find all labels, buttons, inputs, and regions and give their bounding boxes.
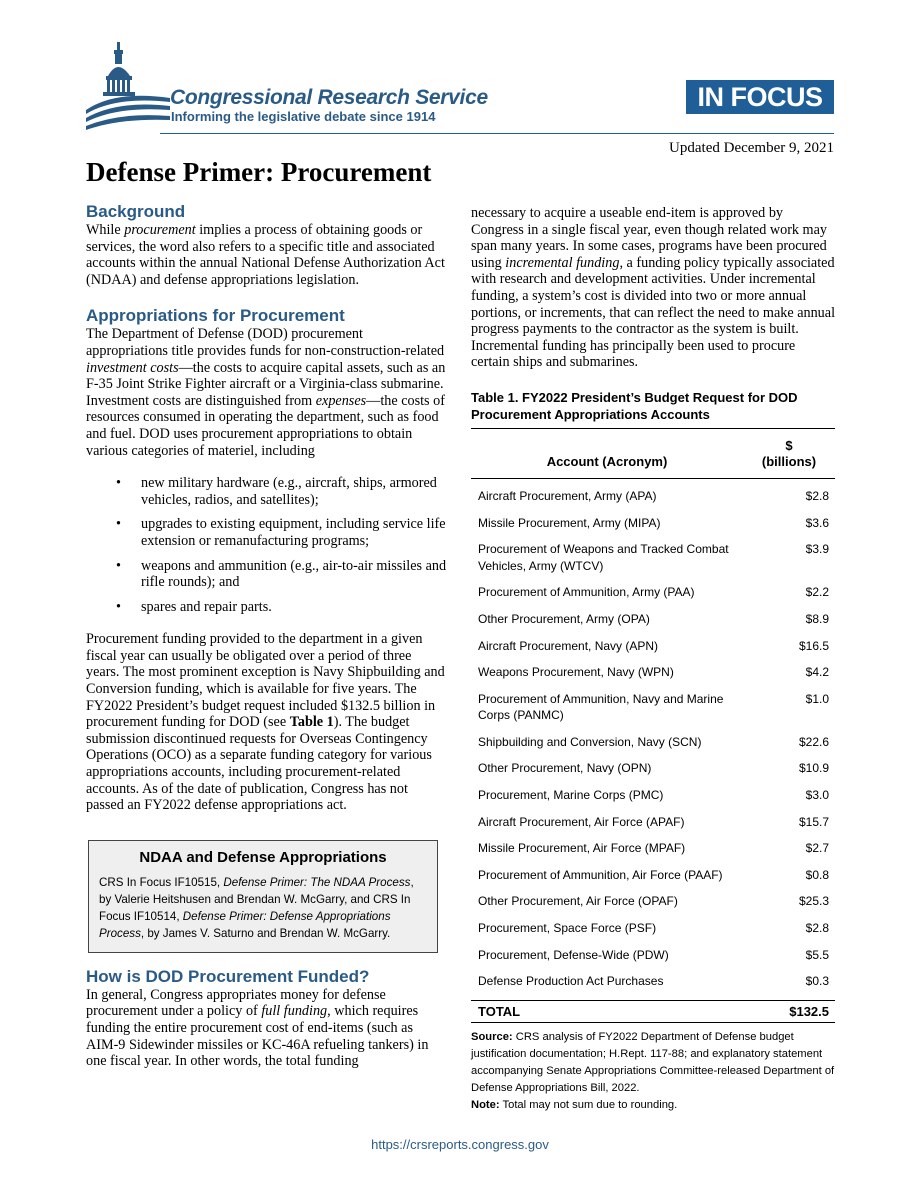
heading-background: Background <box>86 202 186 221</box>
value-cell: $4.2 <box>805 665 829 680</box>
sidebar-text: CRS In Focus IF10515, Defense Primer: The NDAA Process, by Valerie Heitshusen and Brendan W. McGarry, and CRS In Focus IF10514, Defense Primer: Defense Appropriations Process, by James V. Saturno and Brendan W. McGarry. <box>99 875 414 940</box>
table-row <box>471 664 835 691</box>
capitol-dome-logo-icon <box>86 40 172 130</box>
column-header-value: $ (billions) <box>743 428 835 478</box>
funded-paragraph: In general, Congress appropriates money for defense procurement under a policy of full funding, which requires funding the entire procurement cost of end-items (such as AIM-9 Sidewinder missiles or KC-46A refueling tankers) in one fiscal year. In other words, the total funding <box>86 986 429 1070</box>
value-cell: $8.9 <box>805 611 829 626</box>
org-name: Congressional Research Service <box>170 86 488 109</box>
value-cell: $16.5 <box>798 638 829 653</box>
heading-funded: How is DOD Procurement Funded? <box>86 966 370 986</box>
table-total-row <box>471 1000 835 1023</box>
org-tagline: Informing the legislative debate since 1914 <box>171 109 436 124</box>
account-cell: Aircraft Procurement, Air Force (APAF) <box>478 814 685 829</box>
left-column <box>86 202 448 1070</box>
bullet-icon: • <box>116 557 121 574</box>
value-cell: $10.9 <box>798 761 829 776</box>
table-row <box>471 611 835 638</box>
account-cell: Procurement of Ammunition, Navy and Marine Corps (PANMC) <box>478 691 724 723</box>
value-cell: $2.2 <box>805 585 829 600</box>
list-item: • weapons and ammunition (e.g., air-to-air missiles and rifle rounds); and <box>116 557 447 591</box>
table-row <box>471 867 835 894</box>
right-column <box>471 205 835 1114</box>
procurement-accounts-table <box>471 428 835 1023</box>
bullet-icon: • <box>116 598 121 615</box>
account-cell: Procurement of Weapons and Tracked Combat Vehicles, Army (WTCV) <box>478 542 729 573</box>
value-cell: $2.8 <box>805 921 829 936</box>
table-row <box>471 920 835 947</box>
account-cell: Weapons Procurement, Navy (WPN) <box>478 665 674 680</box>
table-row <box>471 947 835 974</box>
table-row <box>471 893 835 920</box>
value-cell: $22.6 <box>798 734 829 749</box>
table-source: Source: CRS analysis of FY2022 Department of Defense budget justification documentation; H.Rept. 117-88; and explanatory statement accompanying Senate Appropriations Committee-released Department of Defense Appropriations Bill, 2022. <box>471 1031 835 1095</box>
value-cell: $3.6 <box>805 515 829 530</box>
value-cell: $3.9 <box>805 542 829 557</box>
account-cell: Defense Production Act Purchases <box>478 974 664 989</box>
table-row <box>471 478 835 514</box>
table-caption: Table 1. FY2022 President’s Budget Request for DOD Procurement Appropriations Accounts <box>471 389 798 422</box>
table-row <box>471 638 835 665</box>
table-row <box>471 787 835 814</box>
list-item: • new military hardware (e.g., aircraft, ships, armored vehicles, radios, and satellites); <box>116 475 437 508</box>
account-cell: Procurement, Defense-Wide (PDW) <box>478 947 669 962</box>
account-cell: Shipbuilding and Conversion, Navy (SCN) <box>478 734 702 749</box>
related-reading-box <box>88 840 438 953</box>
bullet-icon: • <box>116 475 121 492</box>
value-cell: $2.7 <box>805 841 829 856</box>
page-title: Defense Primer: Procurement <box>86 157 432 187</box>
background-paragraph: While procurement implies a process of obtaining goods or services, the word also refers to a specific title and associated accounts within the annual National Defense Authorization Act (NDAA) and defense appropriations legislation. <box>86 222 445 288</box>
account-cell: Other Procurement, Air Force (OPAF) <box>478 894 678 909</box>
table-row <box>471 760 835 787</box>
table-row <box>471 584 835 611</box>
account-cell: Other Procurement, Navy (OPN) <box>478 761 652 776</box>
footer-link[interactable]: https://crsreports.congress.gov <box>371 1137 549 1152</box>
list-item: • upgrades to existing equipment, including service life extension or remanufacturing programs; <box>116 516 446 549</box>
heading-appropriations: Appropriations for Procurement <box>86 306 345 326</box>
header-divider <box>160 133 834 134</box>
account-cell: Procurement, Marine Corps (PMC) <box>478 788 664 803</box>
updated-date: Updated December 9, 2021 <box>669 140 834 156</box>
table-row <box>471 691 835 734</box>
value-cell: $25.3 <box>798 894 829 909</box>
table-row <box>471 515 835 542</box>
account-cell: Missile Procurement, Air Force (MPAF) <box>478 841 686 856</box>
list-item: • spares and repair parts. <box>116 598 272 615</box>
account-cell: Procurement of Ammunition, Army (PAA) <box>478 585 695 600</box>
table-row <box>471 814 835 841</box>
total-label: TOTAL <box>471 1000 743 1023</box>
value-cell: $1.0 <box>805 691 829 706</box>
total-value: $132.5 <box>743 1000 835 1023</box>
table-row <box>471 734 835 761</box>
materiel-list <box>86 475 448 615</box>
value-cell: $2.8 <box>805 488 829 503</box>
table-row <box>471 973 835 1000</box>
account-cell: Procurement of Ammunition, Air Force (PAAF) <box>478 867 723 882</box>
account-cell: Other Procurement, Army (OPA) <box>478 611 650 626</box>
table-body <box>471 478 835 1022</box>
value-cell: $0.3 <box>805 974 829 989</box>
table-header-row <box>471 428 835 478</box>
value-cell: $3.0 <box>805 788 829 803</box>
account-cell: Missile Procurement, Army (MIPA) <box>478 515 661 530</box>
value-cell: $5.5 <box>805 947 829 962</box>
funded-paragraph-continued: necessary to acquire a useable end-item is approved by Congress in a single fiscal year, even though related work may span many years. In some cases, programs have been procured using incremental funding, a funding policy typically associated with research and development activities. Under incremental funding, a system’s cost is divided into two or more annual portions, or increments, that can reflect the need to make annual progress payments to the contractor as the system is built. Incremental funding has principally been used to procure certain ships and submarines. <box>471 205 836 371</box>
value-cell: $0.8 <box>805 867 829 882</box>
funding-paragraph: Procurement funding provided to the department in a given fiscal year can usually be obligated over a period of three years. The most prominent exception is Navy Shipbuilding and Conversion funding, which is available for five years. The FY2022 President’s budget request included $132.5 billion in procurement funding for DOD (see Table 1). The budget submission discontinued requests for Overseas Contingency Operations (OCO) as a separate funding category for various appropriations accounts, including procurement-related accounts. As of the date of publication, Congress has not passed an FY2022 defense appropriations act. <box>86 631 445 814</box>
table-row <box>471 840 835 867</box>
value-cell: $15.7 <box>798 814 829 829</box>
appropriations-paragraph: The Department of Defense (DOD) procurement appropriations title provides funds for non-construction-related investment costs—the costs to acquire capital assets, such as an F-35 Joint Strike Fighter aircraft or a Virginia-class submarine. Investment costs are distinguished from expenses—the costs of resources consumed in operating the department, such as food and fuel. DOD uses procurement appropriations to obtain various categories of materiel, including <box>86 326 446 459</box>
table-note: Note: Total may not sum due to rounding. <box>471 1099 678 1112</box>
bullet-icon: • <box>116 516 121 533</box>
account-cell: Aircraft Procurement, Army (APA) <box>478 488 657 503</box>
account-cell: Aircraft Procurement, Navy (APN) <box>478 638 659 653</box>
sidebar-heading: NDAA and Defense Appropriations <box>139 848 387 866</box>
table-row <box>471 541 835 584</box>
account-cell: Procurement, Space Force (PSF) <box>478 921 657 936</box>
in-focus-badge: IN FOCUS <box>686 80 834 114</box>
column-header-account: Account (Acronym) <box>471 428 743 478</box>
